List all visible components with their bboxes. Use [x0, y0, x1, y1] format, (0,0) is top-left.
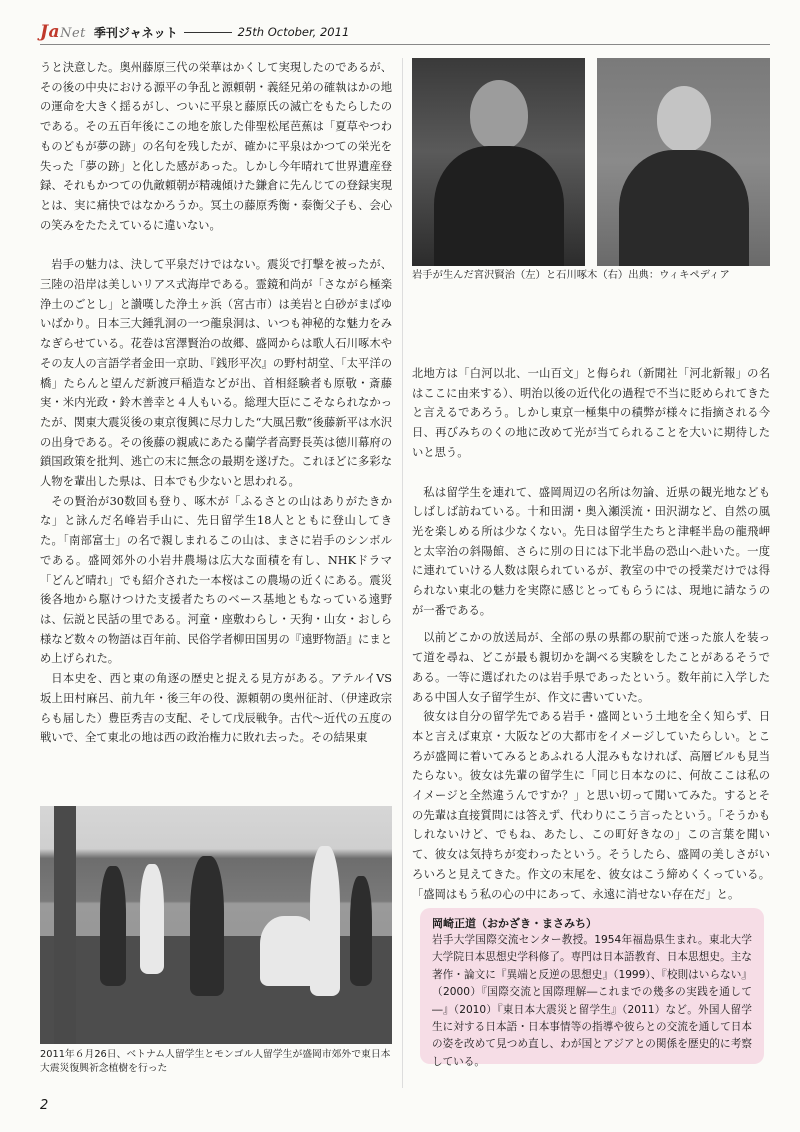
author-bio: 岩手大学国際交流センター教授。1954年福島県生まれ。東北大学大学院日本思想史学科修了。専門は日本語教育、日本思想史。主な著作・論文に『異端と反逆の思想史』（1999）、『校則はいらない』（2000）『国際交流と国際理解―これまでの幾多の実践を通して―』（2010）『東日本大震災と留学生』（2011）など。外国人留学生に対する日本語・日本事情等の指導や彼らとの交流を通して日本の姿を改めて見つめ直し、わが国とアジアとの関係を歴史的に考察している。	[432, 934, 752, 1068]
tree-planting-photo	[40, 806, 392, 1044]
janet-logo: JaNet	[40, 22, 86, 42]
paragraph: 日本史を、西と東の角逐の歴史と捉える見方がある。アテルイVS坂上田村麻呂、前九年・後三年の役、源頼朝の奥州征討、（伊達政宗らも届した）豊臣秀吉の支配、そして戊辰戦争。古代〜近代の五度の戦いで、全て東北の地は西の政治権力に敗れ去った。その結果東	[40, 672, 392, 745]
paragraph: 以前どこかの放送局が、全部の県の県都の駅前で迷った旅人を装って道を尋ね、どこが最も親切かを調べる実験をしたことがあるそうである。一等に選ばれたのは岩手県であったという。数年前に入学したある中国人女子留学生が、作文に書いていた。	[412, 631, 770, 704]
portrait-caption: 岩手が生んだ宮沢賢治（左）と石川啄木（右）出典：ウィキペディア	[412, 269, 730, 281]
column-divider	[402, 58, 403, 1088]
header-rule	[40, 44, 770, 45]
page-number: 2	[40, 1098, 49, 1113]
paragraph: うと決意した。奥州藤原三代の栄華はかくして実現したのであるが、その後の中央における源平の争乱と源頼朝・義経兄弟の確執はかの地の運命を大きく揺るがし、ついに平泉と藤原氏の滅亡をもたらしたのである。その五百年後にこの地を旅した俳聖松尾芭蕉は「夏草やつわものどもが夢の跡」の名句を残したが、確かに平泉はかつての栄光を失った「夢の跡」と化した感があった。しかし今年晴れて世界遺産登録、それもかつての仇敵頼朝が精魂傾けた鎌倉に先んじての登録実現とは、実に痛快ではなかろうか。冥土の藤原秀衡・泰衡父子も、会心の笑みをたたえているに違いない。	[40, 61, 392, 232]
publication-title: 季刊ジャネット	[93, 25, 178, 40]
paragraph: 彼女は自分の留学先である岩手・盛岡という土地を全く知らず、日本と言えば東京・大阪などの大都市をイメージしていたらしい。ところが盛岡に着いてみるとあふれる人混みもなければ、高層ビルも見当たらない。彼女は先輩の留学生に「同じ日本なのに、何故ここは私のイメージと全然違うんですか？」と思い切って聞いてみた。するとその先輩は直接質問には答えず、代わりにこう言ったという。「そうかもしれないけど、でもね、あたし、この町好きなの」この言葉を聞いて、彼女は気持ちが変わったという。そうしたら、盛岡の美しさがいろいろと見えてきた。作文の末尾を、彼女はこう締めくくっている。「盛岡はもう私の心の中にあって、永遠に消せない存在だ」と。	[412, 710, 770, 901]
right-column	[412, 364, 770, 904]
portrait-photos	[412, 58, 770, 266]
publication-date: 25th October, 2011	[237, 25, 350, 39]
portrait-miyazawa-kenji	[412, 58, 585, 266]
paragraph: 岩手の魅力は、決して平泉だけではない。震災で打撃を被ったが、三陸の沿岸は美しいリアス式海岸である。霊鏡和尚が「さながら極楽浄土のごとし」と讃嘆した浄土ヶ浜（宮古市）は美岩と白砂がまばゆいばかり。日本三大鍾乳洞の一つ龍泉洞は、いつも神秘的な魅力をみなぎらせている。花巻は宮澤賢治の故郷、盛岡からは歌人石川啄木やその友人の言語学者金田一京助、『銭形平次』の野村胡堂、「太平洋の橋」たらんと望んだ新渡戸稲造などが出、首相経験者も原敬・斎藤実・米内光政・鈴木善幸と４人もいる。総理大臣にこそなられなかったが、関東大震災後の東京復興に尽力した“大風呂敷”後藤新平は水沢の出身である。その後藤の親戚にあたる蘭学者高野長英は徳川幕府の鎖国政策を批判、逃亡の末に無念の最期を遂げた。これほどに多彩な人物を輩出した県は、日本でも少ないと思われる。	[40, 258, 392, 489]
left-column	[40, 58, 392, 748]
portrait-ishikawa-takuboku	[597, 58, 770, 266]
page-header	[40, 22, 770, 42]
header-dash	[184, 32, 232, 33]
paragraph: その賢治が30数回も登り、啄木が「ふるさとの山はありがたきかな」と詠んだ名峰岩手山に、先日留学生18人とともに登山してきた。「南部富士」の名で親しまれるこの山は、まさに岩手のシンボルである。盛岡郊外の小岩井農場は広大な面積を有し、NHKドラマ「どんど晴れ」でも紹介された一本桜はこの農場の近くにある。震災後各地から駆けつけた支援者たちのベース基地ともなっている遠野は、伝説と民話の里である。河童・座敷わらし・天狗・山女・おしら様など数々の物語は百年前、民俗学者柳田国男の『遠野物語』にまとめ上げられた。	[40, 494, 392, 666]
paragraph: 北地方は「白河以北、一山百文」と侮られ（新聞社「河北新報」の名はここに由来する）、明治以後の近代化の過程で不当に貶められてきたと言えるであろう。しかし東京一極集中の積弊が様々に指摘される今日、再びみちのくの地に改めて光が当てられることを大いに期待したいと思う。	[412, 367, 770, 459]
author-name: 岡崎正道（おかざき・まさみち）	[432, 917, 597, 930]
author-profile	[420, 908, 764, 1068]
tree-planting-caption: 2011年６月26日、ベトナム人留学生とモンゴル人留学生が盛岡市郊外で東日本大震災復興祈念植樹を行った	[40, 1049, 391, 1074]
paragraph: 私は留学生を連れて、盛岡周辺の名所は勿論、近県の観光地などもしばしば訪ねている。十和田湖・奥入瀬渓流・田沢湖など、自然の風光を楽しめる所は少なくない。先日は留学生たちと津軽半島の龍飛岬と太宰治の斜陽館、さらに別の日には下北半島の恐山へ赴いた。一度に連れていける人数は限られているが、教室の中での授業だけでは得られない東北の魅力を実際に感じとってもらうには、現地に請なうのが一番である。	[412, 485, 770, 617]
